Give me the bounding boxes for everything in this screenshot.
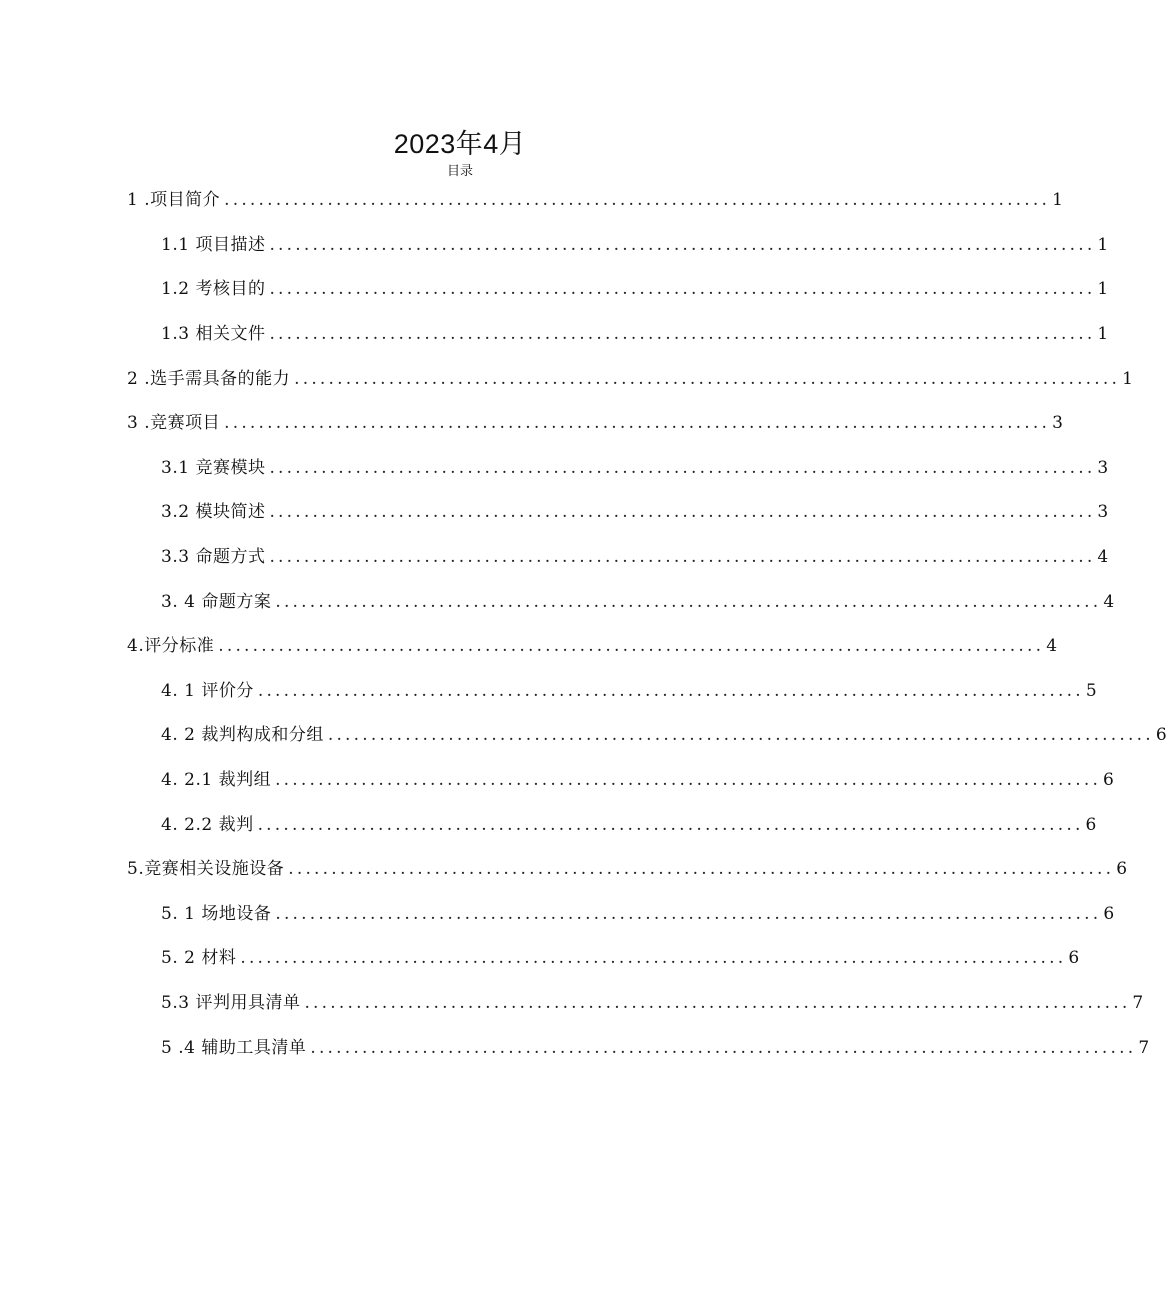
toc-entry[interactable] [161, 802, 1097, 847]
toc-entry-page: 1 [1097, 279, 1109, 300]
toc-entry-page: 6 [1085, 814, 1097, 835]
toc-leader-dots: ................................................................................................ [310, 1037, 1137, 1058]
toc-entry-page: 4 [1103, 591, 1115, 612]
toc-entry[interactable] [127, 178, 1063, 223]
toc-entry-label: 5.竞赛相关设施设备 [127, 859, 285, 880]
toc-leader-dots: ................................................................................................ [218, 636, 1045, 657]
toc-entry-page: 3 [1097, 457, 1109, 478]
toc-entry[interactable] [161, 446, 1109, 491]
toc-entry-label: 5. 2 材料 [161, 948, 237, 969]
toc-entry-label: 3. 4 命题方案 [161, 591, 272, 612]
toc-entry-page: 4 [1097, 547, 1109, 568]
toc-entry-label: 3.2 模块简述 [161, 502, 266, 523]
toc-entry-page: 3 [1097, 502, 1109, 523]
toc-entry-label: 1.2 考核目的 [161, 279, 266, 300]
toc-entry[interactable] [161, 936, 1080, 981]
toc-entry-page: 1 [1122, 368, 1133, 389]
toc-entry-label: 3.1 竞赛模块 [161, 457, 266, 478]
toc-entry-label: 5.3 评判用具清单 [161, 993, 301, 1014]
toc-entry-label: 1 .项目简介 [127, 190, 221, 211]
toc-entry-page: 7 [1132, 993, 1144, 1014]
toc-entry[interactable] [161, 758, 1114, 803]
toc-leader-dots: ................................................................................................ [269, 279, 1096, 300]
toc-entry[interactable] [161, 981, 1144, 1026]
toc-entry-page: 6 [1103, 903, 1115, 924]
toc-entry[interactable] [161, 669, 1097, 714]
toc-entry-page: 6 [1068, 948, 1080, 969]
toc-leader-dots: ................................................................................................ [327, 725, 1154, 746]
toc-entry[interactable] [161, 1025, 1150, 1070]
toc-entry-page: 1 [1097, 234, 1109, 255]
toc-entry-page: 7 [1138, 1037, 1150, 1058]
toc-leader-dots: ................................................................................................ [294, 368, 1121, 389]
toc-entry[interactable] [127, 401, 1063, 446]
toc-leader-dots: ................................................................................................ [269, 502, 1096, 523]
toc-entry-label: 4.评分标准 [127, 636, 215, 657]
toc-entry-label: 1.3 相关文件 [161, 324, 266, 345]
toc-entry-page: 1 [1097, 324, 1109, 345]
toc-entry-label: 3.3 命题方式 [161, 547, 266, 568]
toc-entry[interactable] [161, 892, 1115, 937]
toc-entry-page: 6 [1155, 725, 1167, 746]
toc-entry-label: 4. 2.1 裁判组 [161, 770, 272, 791]
toc-entry[interactable] [161, 713, 1167, 758]
toc-leader-dots: ................................................................................................ [240, 948, 1067, 969]
toc-entry[interactable] [127, 356, 1133, 401]
toc-entry[interactable] [127, 624, 1058, 669]
toc-leader-dots: ................................................................................................ [275, 770, 1102, 791]
toc-entry-page: 6 [1116, 859, 1128, 880]
toc-leader-dots: ................................................................................................ [288, 859, 1115, 880]
toc-title: 目录 [446, 164, 473, 179]
toc-entry[interactable] [127, 847, 1128, 892]
toc-entry-label: 4. 2 裁判构成和分组 [161, 725, 324, 746]
toc-entry[interactable] [161, 312, 1109, 357]
toc-entry-label: 5 .4 辅助工具清单 [161, 1037, 307, 1058]
toc-leader-dots: ................................................................................................ [257, 680, 1084, 701]
toc-leader-dots: ................................................................................................ [269, 324, 1096, 345]
toc-leader-dots: ................................................................................................ [275, 903, 1102, 924]
toc-entry-label: 4. 2.2 裁判 [161, 814, 254, 835]
toc-entry[interactable] [161, 579, 1115, 624]
toc-leader-dots: ................................................................................................ [269, 457, 1096, 478]
toc-leader-dots: ................................................................................................ [224, 413, 1051, 434]
toc-entry[interactable] [161, 535, 1109, 580]
toc-entry-page: 1 [1052, 190, 1063, 211]
toc-leader-dots: ................................................................................................ [269, 234, 1096, 255]
toc-entry-label: 3 .竞赛项目 [127, 413, 221, 434]
toc-entry-label: 4. 1 评价分 [161, 680, 254, 701]
toc-entry-label: 5. 1 场地设备 [161, 903, 272, 924]
toc-leader-dots: ................................................................................................ [304, 993, 1131, 1014]
toc-entry-page: 6 [1103, 770, 1114, 791]
toc-entry[interactable] [161, 223, 1109, 268]
toc-leader-dots: ................................................................................................ [224, 190, 1051, 211]
toc-entry[interactable] [161, 490, 1109, 535]
toc-leader-dots: ................................................................................................ [275, 591, 1102, 612]
toc-leader-dots: ................................................................................................ [257, 814, 1084, 835]
toc-entry-page: 5 [1085, 680, 1097, 701]
toc-entry[interactable] [161, 267, 1109, 312]
date-heading: 2023年4月 [393, 129, 527, 159]
toc-entry-label: 1.1 项目描述 [161, 234, 266, 255]
toc-entry-page: 3 [1052, 413, 1063, 434]
toc-entry-label: 2 .选手需具备的能力 [127, 368, 291, 389]
toc-leader-dots: ................................................................................................ [269, 547, 1096, 568]
toc-entry-page: 4 [1046, 636, 1058, 657]
